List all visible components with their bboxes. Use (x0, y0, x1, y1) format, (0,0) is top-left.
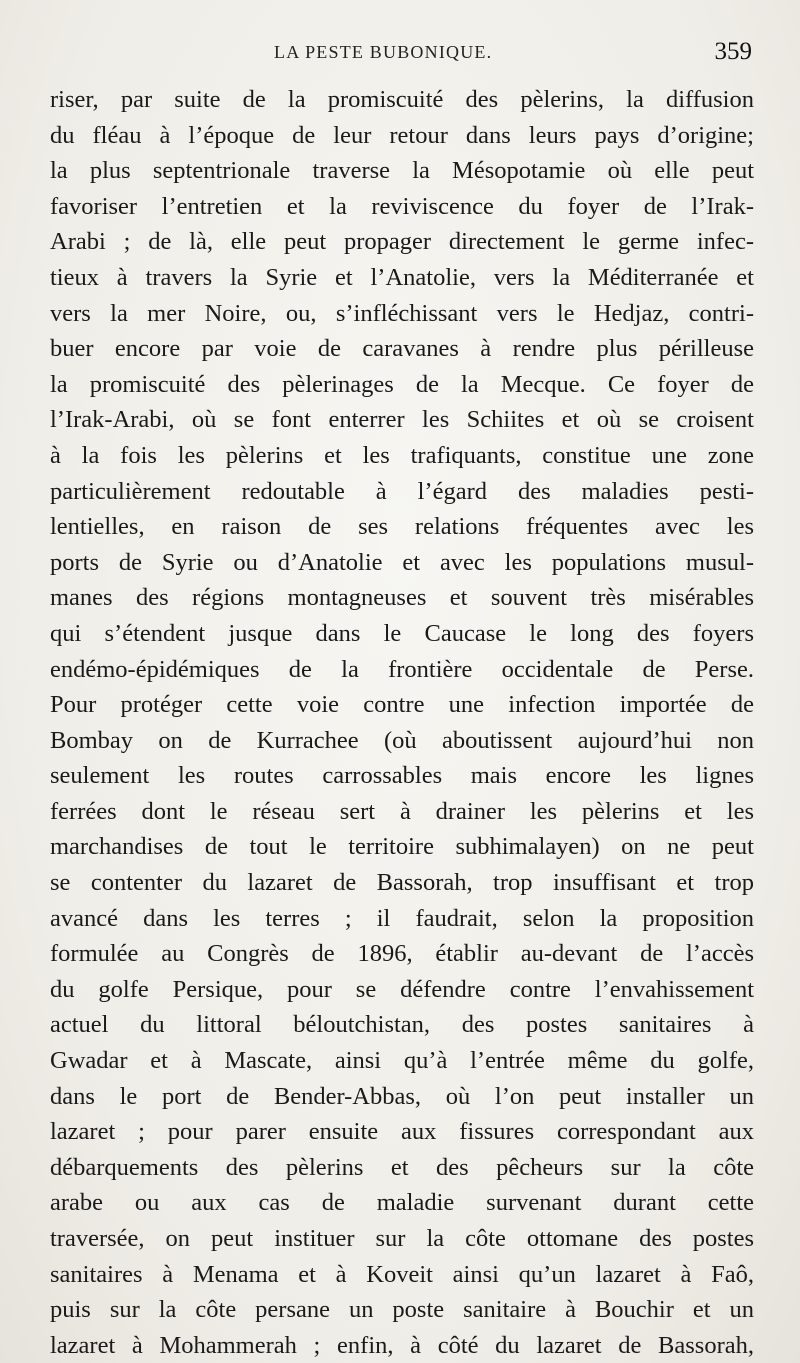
running-head (0, 38, 800, 74)
text-line: se contenter du lazaret de Bassorah, trop insuffisant et trop (50, 869, 754, 897)
text-line: lazaret ; pour parer ensuite aux fissures correspondant aux (50, 1118, 754, 1146)
text-line: ports de Syrie ou d’Anatolie et avec les populations musul- (50, 548, 754, 576)
page-number: 359 (714, 38, 752, 65)
running-head-title: LA PESTE BUBONIQUE. (274, 42, 493, 62)
text-line: particulièrement redoutable à l’égard des maladies pesti- (50, 477, 754, 505)
text-line: arabe ou aux cas de maladie survenant durant cette (50, 1189, 754, 1217)
text-line: tieux à travers la Syrie et l’Anatolie, vers la Méditerranée et (50, 263, 754, 291)
text-line: Pour protéger cette voie contre une infection importée de (50, 691, 754, 719)
text-line: lazaret à Mohammerah ; enfin, à côté du lazaret de Bassorah, (50, 1331, 754, 1359)
text-line: débarquements des pèlerins et des pêcheurs sur la côte (50, 1153, 754, 1181)
text-line: l’Irak-Arabi, où se font enterrer les Schiites et où se croisent (50, 406, 754, 434)
text-line: dans le port de Bender-Abbas, où l’on peut installer un (50, 1082, 754, 1110)
text-line: Arabi ; de là, elle peut propager directement le germe infec- (50, 228, 754, 256)
text-line: puis sur la côte persane un poste sanitaire à Bouchir et un (50, 1296, 754, 1324)
text-line: buer encore par voie de caravanes à rendre plus périlleuse (50, 335, 754, 363)
text-line: marchandises de tout le territoire subhimalayen) on ne peut (50, 833, 754, 861)
text-line: vers la mer Noire, ou, s’infléchissant vers le Hedjaz, contri- (50, 299, 754, 327)
text-line: seulement les routes carrossables mais encore les lignes (50, 762, 754, 790)
text-line: manes des régions montagneuses et souvent très misérables (50, 584, 754, 612)
text-line: actuel du littoral béloutchistan, des postes sanitaires à (50, 1011, 754, 1039)
text-line: ferrées dont le réseau sert à drainer les pèlerins et les (50, 797, 754, 825)
text-line: du fléau à l’époque de leur retour dans leurs pays d’origine; (50, 121, 754, 149)
text-line: du golfe Persique, pour se défendre contre l’envahissement (50, 975, 754, 1003)
text-line: la promiscuité des pèlerinages de la Mecque. Ce foyer de (50, 370, 754, 398)
text-line: à la fois les pèlerins et les trafiquants, constitue une zone (50, 441, 754, 469)
text-line: lentielles, en raison de ses relations fréquentes avec les (50, 513, 754, 541)
text-line: traversée, on peut instituer sur la côte ottomane des postes (50, 1225, 754, 1252)
text-line: sanitaires à Menama et à Koveit ainsi qu’un lazaret à Faô, (50, 1260, 754, 1288)
text-line: riser, par suite de la promiscuité des pèlerins, la diffusion (50, 86, 754, 113)
body-text (50, 82, 754, 1363)
text-line: qui s’étendent jusque dans le Caucase le long des foyers (50, 619, 754, 647)
text-line: avancé dans les terres ; il faudrait, selon la proposition (50, 904, 754, 932)
text-line: endémo-épidémiques de la frontière occidentale de Perse. (50, 655, 754, 683)
text-line: Gwadar et à Mascate, ainsi qu’à l’entrée même du golfe, (50, 1047, 754, 1075)
text-line: favoriser l’entretien et la reviviscence du foyer de l’Irak- (50, 192, 754, 220)
text-line: la plus septentrionale traverse la Mésopotamie où elle peut (50, 157, 754, 185)
text-line: Bombay on de Kurrachee (où aboutissent aujourd’hui non (50, 726, 754, 754)
text-line: formulée au Congrès de 1896, établir au-devant de l’accès (50, 940, 754, 968)
